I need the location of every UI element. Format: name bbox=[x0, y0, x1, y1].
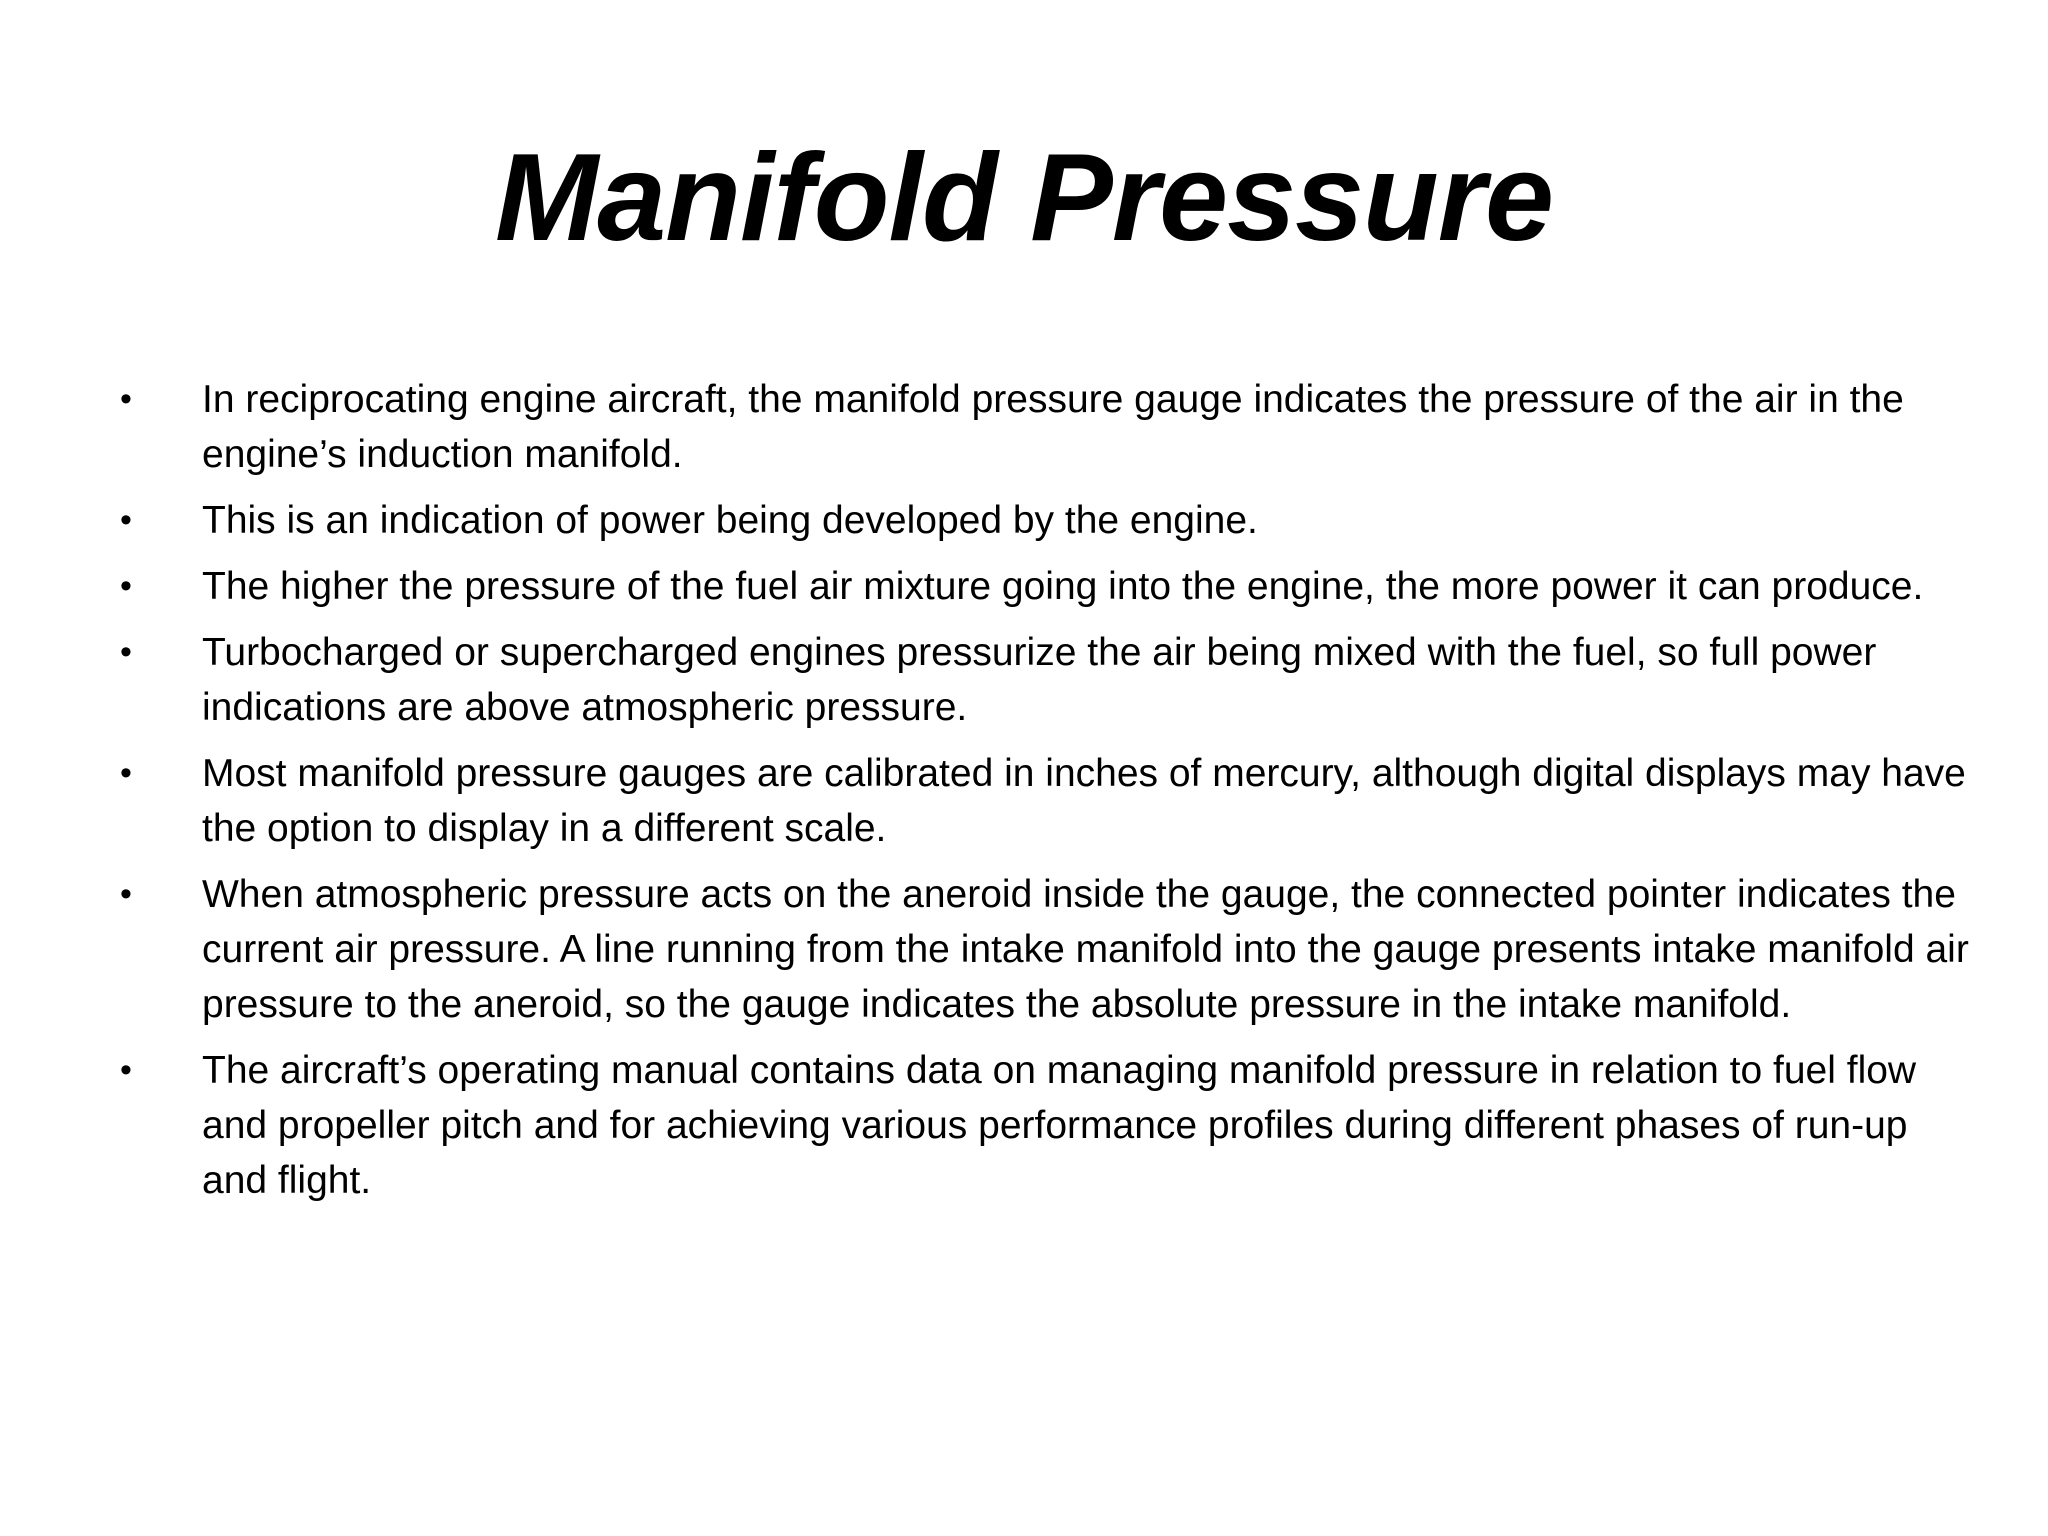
bullet-text: When atmospheric pressure acts on the aneroid inside the gauge, the connected pointer indicates the current air pressure. A line running from the intake manifold into the gauge presents intake manifold air pressure to the aneroid, so the gauge indicates the absolute pressure in the intake manifold. bbox=[202, 873, 1969, 1026]
bullet-text: The aircraft’s operating manual contains data on managing manifold pressure in relation to fuel flow and propeller pitch and for achieving various performance profiles during different phases of run-up and flight. bbox=[202, 1049, 1917, 1202]
bullet-text: In reciprocating engine aircraft, the manifold pressure gauge indicates the pressure of the air in the engine’s induction manifold. bbox=[202, 378, 1904, 476]
bullet-item bbox=[120, 372, 1970, 482]
bullet-item bbox=[120, 625, 1970, 735]
bullet-marker: • bbox=[120, 875, 132, 913]
bullet-marker: • bbox=[120, 501, 132, 539]
bullet-list bbox=[120, 372, 1970, 1219]
bullet-text: Most manifold pressure gauges are calibrated in inches of mercury, although digital displays may have the option to display in a different scale. bbox=[202, 752, 1966, 850]
bullet-marker: • bbox=[120, 380, 132, 418]
bullet-text: Turbocharged or supercharged engines pressurize the air being mixed with the fuel, so full power indications are above atmospheric pressure. bbox=[202, 631, 1877, 729]
bullet-item bbox=[120, 867, 1970, 1032]
bullet-marker: • bbox=[120, 754, 132, 792]
slide-title: Manifold Pressure bbox=[495, 129, 1553, 267]
bullet-item bbox=[120, 559, 1970, 614]
bullet-item bbox=[120, 746, 1970, 856]
bullet-item bbox=[120, 1043, 1970, 1208]
bullet-marker: • bbox=[120, 1051, 132, 1089]
bullet-text: The higher the pressure of the fuel air mixture going into the engine, the more power it can produce. bbox=[202, 565, 1924, 608]
bullet-item bbox=[120, 493, 1970, 548]
bullet-marker: • bbox=[120, 633, 132, 671]
bullet-text: This is an indication of power being developed by the engine. bbox=[202, 499, 1258, 542]
bullet-marker: • bbox=[120, 567, 132, 605]
